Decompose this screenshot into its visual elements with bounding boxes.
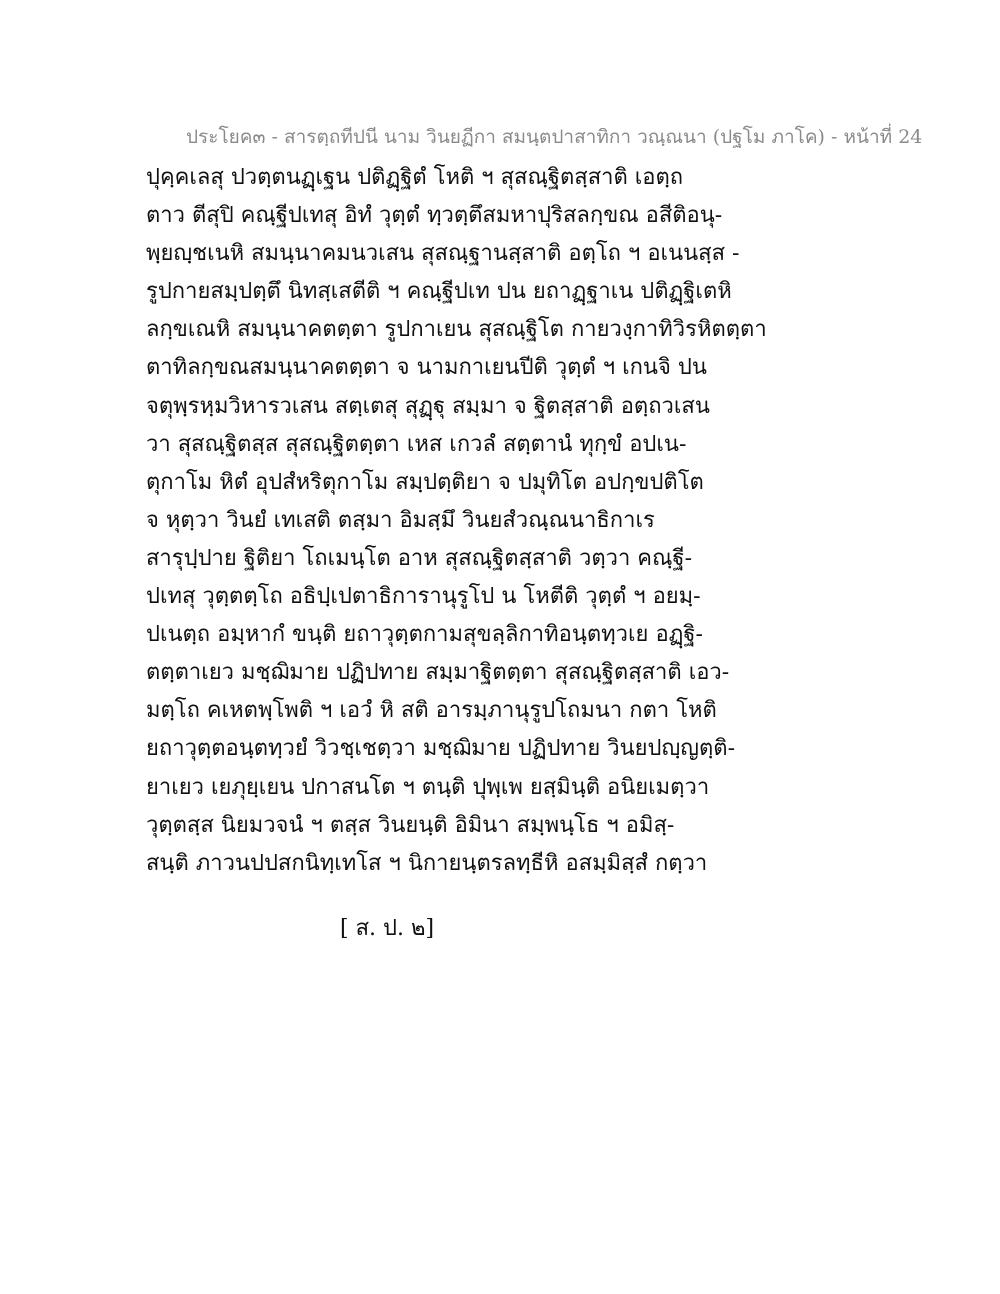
text-line: วา สุสณฺฐิตสฺส สุสณฺฐิตตฺตา เหส เกวลํ สตฺตานํ ทุกฺขํ อปเน-	[146, 431, 687, 457]
text-line: ตุกาโม หิตํ อุปสํหริตุกาโม สมฺปตฺติยา จ ปมุทิโต อปกฺขปติโต	[146, 469, 704, 495]
text-line: มตฺโถ คเหตพฺโพติ ฯ เอวํ หิ สติ อารมฺภานุรูปโถมนา กตา โหติ	[146, 698, 717, 724]
text-line: จ หุตฺวา วินยํ เทเสติ ตสฺมา อิมสฺมึ วินยสํวณฺณนาธิกาเร	[146, 507, 655, 533]
text-line: รูปกายสมฺปตฺตึ นิทสฺเสตีติ ฯ คณฺฐีปเท ปน ยถาฏฺฐาเน ปติฏฺฐิเตหิ	[146, 279, 732, 305]
text-line: พฺยญฺชเนหิ สมนฺนาคมนวเสน สุสณฺฐานสฺสาติ อตฺโถ ฯ อเนนสฺส -	[146, 241, 740, 267]
text-line: ตาทิลกฺขณสมนฺนาคตตฺตา จ นามกาเยนปีติ วุตฺตํ ฯ เกนจิ ปน	[146, 355, 707, 381]
text-line: ตาว ตีสุปิ คณฺฐีปเทสุ อิทํ วุตฺตํ ทฺวตฺตึสมหาปุริสลกฺขณ อสีติอนุ-	[146, 203, 723, 229]
text-line: ลกฺขเณหิ สมนฺนาคตตฺตา รูปกาเยน สุสณฺฐิโต กายวงฺกาทิวิรหิตตฺตา	[146, 317, 767, 343]
running-header: ประโยค๓ - สารตฺถทีปนี นาม วินยฏีกา สมนฺตปาสาทิกา วณฺณนา (ปฐโม ภาโค) - หน้าที่ 24	[186, 126, 923, 148]
text-line: จตุพฺรหฺมวิหารวเสน สตฺเตสุ สุฏฺฐุ สมฺมา จ ฐิตสฺสาติ อตฺถวเสน	[146, 393, 710, 419]
text-line: สนฺติ ภาวนปปสกนิทฺเทโส ฯ นิกายนฺตรลทฺธีหิ อสมฺมิสฺสํ กตฺวา	[146, 850, 708, 876]
text-line: สารุปฺปาย ฐิติยา โถเมนฺโต อาห สุสณฺฐิตสฺสาติ วตฺวา คณฺฐี-	[146, 545, 693, 571]
text-line: ปเนตฺถ อมฺหากํ ขนฺติ ยถาวุตฺตกามสุขลฺลิกาทิอนฺตทฺวเย อฏฺฐิ-	[146, 622, 703, 648]
text-line: ปุคฺคเลสุ ปวตฺตนฏฺเฐน ปติฏฺฐิตํ โหติ ฯ สุสณฺฐิตสฺสาติ เอตฺถ	[146, 165, 684, 190]
text-line: ปเทสุ วุตฺตตฺโถ อธิปฺเปตาธิการานุรูโป น โหตีติ วุตฺตํ ฯ อยมฺ-	[146, 584, 701, 610]
text-line: ยาเยว เยภุยฺเยน ปกาสนโต ฯ ตนฺติ ปุพฺเพ ยสฺมินฺติ อนิยเมตฺวา	[146, 774, 710, 800]
text-line: วุตฺตสฺส นิยมวจนํ ฯ ตสฺส วินยนฺติ อิมินา สมฺพนฺโธ ฯ อมิสฺ-	[146, 812, 675, 838]
text-line: ตตฺตาเยว มชฺฌิมาย ปฏิปทาย สมฺมาฐิตตฺตา สุสณฺฐิตสฺสาติ เอว-	[146, 660, 730, 686]
text-line: ยถาวุตฺตอนฺตทฺวยํ วิวชฺเชตฺวา มชฺฌิมาย ปฏิปทาย วินยปญฺญตฺติ-	[146, 736, 736, 762]
body-text	[146, 159, 846, 883]
signature-mark: [ ส. ป. ๒]	[340, 916, 435, 941]
